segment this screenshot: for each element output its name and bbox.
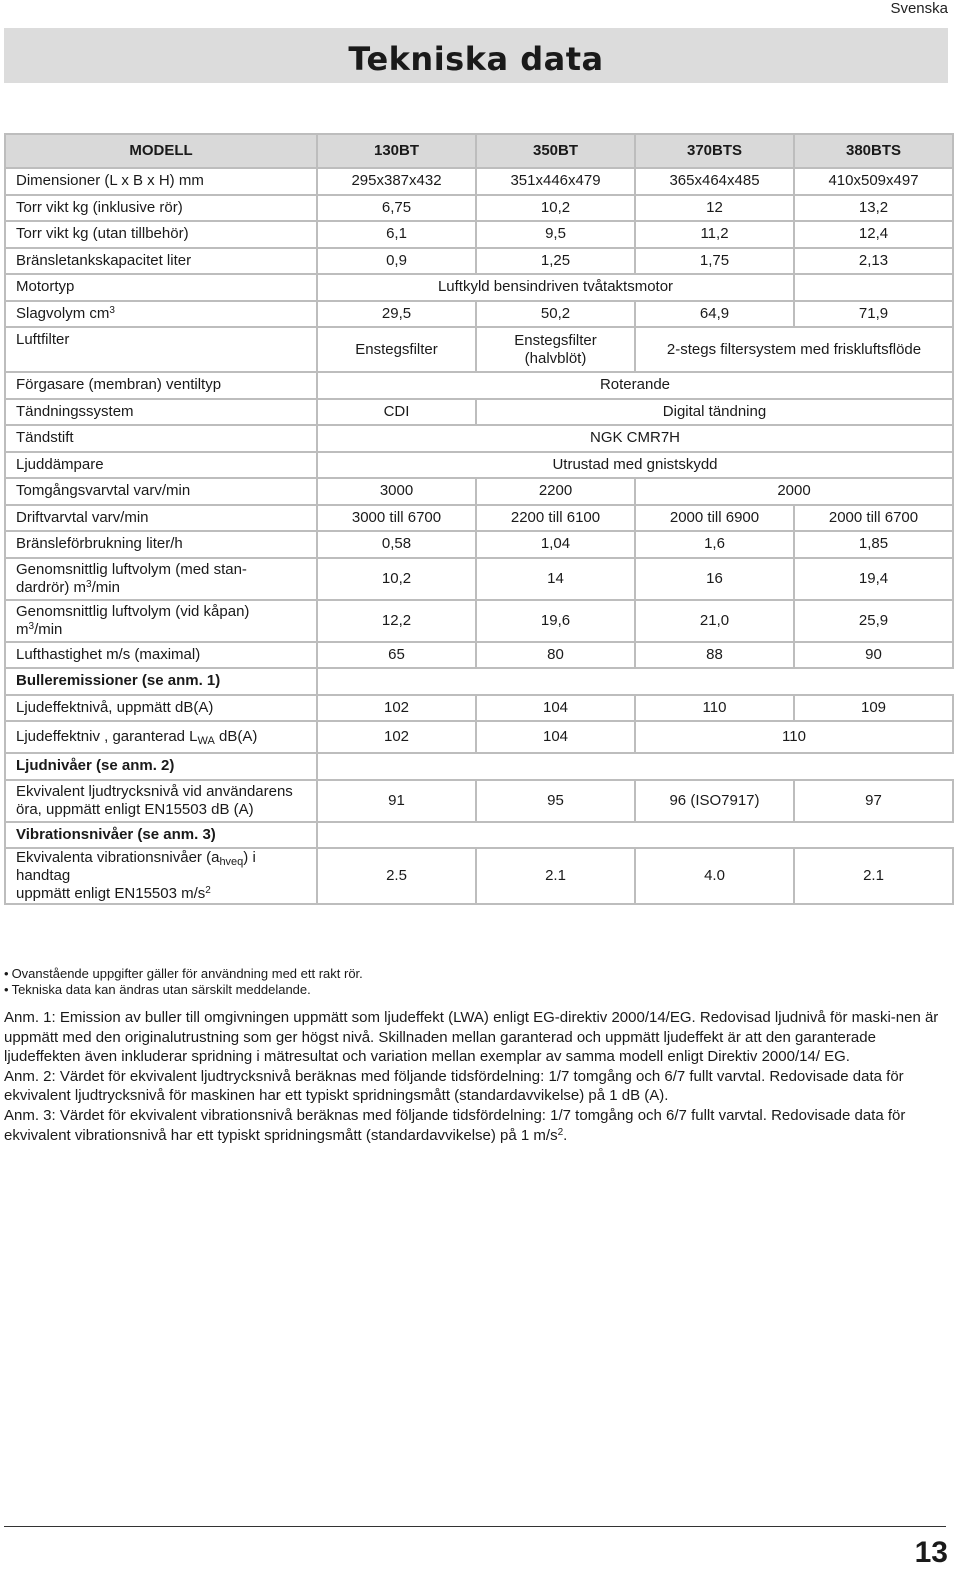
cell: 88 (635, 642, 794, 669)
cell: 109 (794, 695, 953, 722)
cell: 12,2 (317, 600, 476, 642)
table-row (5, 642, 953, 669)
anm-1: Anm. 1: Emission av buller till omgivningen uppmätt som ljudeffekt (LWA) enligt EG-direktiv 2000/14/EG. Redovisad ljudnivå för maski-nen är uppmätt med den originalutrustning som ger högst nivå. Skillnaden mellan garanterad och uppmätt ljudeffekt är att den garanterade ljudeffekten även inkluderar spridning i mätresultat och variation mellan exemplar av samma modell enligt Direktiv 2000/14/ EG. (4, 1009, 939, 1066)
cell: 2200 till 6100 (476, 505, 635, 532)
row-label: Ljudeffektnivå, uppmätt dB(A) (5, 695, 317, 722)
table-row (5, 425, 953, 452)
cell: 351x446x479 (476, 168, 635, 195)
cell: 19,6 (476, 600, 635, 642)
cell: 2.1 (794, 848, 953, 904)
table-row (5, 780, 953, 822)
table-row (5, 531, 953, 558)
cell: 2,13 (794, 248, 953, 275)
row-label: Tändningssystem (5, 399, 317, 426)
cell: 90 (794, 642, 953, 669)
page-title: Tekniska data (348, 40, 604, 78)
cell: 2.5 (317, 848, 476, 904)
row-label: Ljudeffektniv , garanterad $L_{WA}$ dB(A) (5, 721, 317, 753)
cell: 2-stegs filtersystem med friskluftsflöde (635, 327, 953, 372)
row-label: Ekvivalent ljudtrycksnivå vid användarens öra, uppmätt enligt EN15503 dB (A) (5, 780, 317, 822)
cell: 1,04 (476, 531, 635, 558)
cell (317, 668, 953, 695)
cell: 25,9 (794, 600, 953, 642)
row-label: Tomgångsvarvtal varv/min (5, 478, 317, 505)
cell: 50,2 (476, 301, 635, 328)
cell: CDI (317, 399, 476, 426)
table-row (5, 274, 953, 301)
table-row (5, 248, 953, 275)
cell: 71,9 (794, 301, 953, 328)
row-label: Bränsleförbrukning liter/h (5, 531, 317, 558)
cell: 3000 (317, 478, 476, 505)
cell: 12 (635, 195, 794, 222)
cell: Enstegsfilter (halvblöt) (476, 327, 635, 372)
row-label: Torr vikt kg (inklusive rör) (5, 195, 317, 222)
anm-2: Anm. 2: Värdet för ekvivalent ljudtrycksnivå beräknas med följande tidsfördelning: 1/7 tomgång och 6/7 fullt varvtal. Redovisade data för ekvivalent ljudtrycksnivå för maskinen har ett typiskt spridningsmått (standardavvikelse) på 1 dB (A). (4, 1067, 904, 1105)
cell: 0,58 (317, 531, 476, 558)
table-row (5, 478, 953, 505)
cell: 10,2 (476, 195, 635, 222)
cell: 1,6 (635, 531, 794, 558)
header-370bts: 370BTS (635, 134, 794, 168)
cell: Digital tändning (476, 399, 953, 426)
cell: 6,1 (317, 221, 476, 248)
cell: 2.1 (476, 848, 635, 904)
cell: 65 (317, 642, 476, 669)
note-item: • Tekniska data kan ändras utan särskilt meddelande. (4, 982, 944, 998)
cell: 1,25 (476, 248, 635, 275)
row-label: Torr vikt kg (utan tillbehör) (5, 221, 317, 248)
cell: 2200 (476, 478, 635, 505)
cell: 2000 till 6900 (635, 505, 794, 532)
row-label: Bränsletankskapacitet liter (5, 248, 317, 275)
table-row (5, 301, 953, 328)
annotations (4, 1008, 944, 1145)
cell: 104 (476, 721, 635, 753)
cell (317, 822, 953, 849)
section-heading-buller: Bulleremissioner (se anm. 1) (5, 668, 317, 695)
row-label: Förgasare (membran) ventiltyp (5, 372, 317, 399)
table-row (5, 695, 953, 722)
header-380bts: 380BTS (794, 134, 953, 168)
section-row (5, 668, 953, 695)
cell: 14 (476, 558, 635, 600)
row-label: Slagvolym $cm^3$ (5, 301, 317, 328)
table-row (5, 168, 953, 195)
spec-table (4, 133, 954, 905)
cell (317, 753, 953, 780)
cell: 95 (476, 780, 635, 822)
cell: 110 (635, 721, 953, 753)
table-row (5, 399, 953, 426)
row-label: Genomsnittlig luftvolym (vid kåpan) $m^3/\min$ (5, 600, 317, 642)
cell: 3000 till 6700 (317, 505, 476, 532)
language-label: Svenska (890, 0, 948, 17)
row-label: Driftvarvtal varv/min (5, 505, 317, 532)
cell: 295x387x432 (317, 168, 476, 195)
table-row (5, 558, 953, 600)
table-row (5, 221, 953, 248)
section-row (5, 753, 953, 780)
row-label: Lufthastighet m/s (maximal) (5, 642, 317, 669)
cell: 11,2 (635, 221, 794, 248)
table-row (5, 600, 953, 642)
cell: 410x509x497 (794, 168, 953, 195)
cell: NGK CMR7H (317, 425, 953, 452)
cell: 13,2 (794, 195, 953, 222)
cell: 110 (635, 695, 794, 722)
section-heading-ljudniva: Ljudnivåer (se anm. 2) (5, 753, 317, 780)
row-label: Genomsnittlig luftvolym (med stan- dardrör) $m^3/\min$ (5, 558, 317, 600)
cell: Enstegsfilter (317, 327, 476, 372)
cell: 1,75 (635, 248, 794, 275)
footer-divider (4, 1526, 946, 1527)
table-row (5, 452, 953, 479)
row-label: Ekvivalenta vibrationsnivåer $(a_{hveq})$ i handtag uppmätt enligt EN15503 $m/s^2$ (5, 848, 317, 904)
cell: 91 (317, 780, 476, 822)
row-label: Ljuddämpare (5, 452, 317, 479)
cell: 21,0 (635, 600, 794, 642)
row-label: Dimensioner (L x B x H) mm (5, 168, 317, 195)
header-model: MODELL (5, 134, 317, 168)
note-item: • Ovanstående uppgifter gäller för användning med ett rakt rör. (4, 966, 944, 982)
row-label: Tändstift (5, 425, 317, 452)
cell: Luftkyld bensindriven tvåtaktsmotor (317, 274, 794, 301)
cell: 80 (476, 642, 635, 669)
section-heading-vibration: Vibrationsnivåer (se anm. 3) (5, 822, 317, 849)
cell (794, 274, 953, 301)
notes-list (4, 966, 944, 998)
table-row (5, 372, 953, 399)
cell: Roterande (317, 372, 953, 399)
cell: 12,4 (794, 221, 953, 248)
cell: 96 (ISO7917) (635, 780, 794, 822)
cell: 2000 (635, 478, 953, 505)
cell: 6,75 (317, 195, 476, 222)
table-row (5, 721, 953, 753)
cell: Utrustad med gnistskydd (317, 452, 953, 479)
table-row (5, 848, 953, 904)
table-row (5, 327, 953, 372)
section-row (5, 822, 953, 849)
cell: 97 (794, 780, 953, 822)
cell: 4.0 (635, 848, 794, 904)
cell: 102 (317, 721, 476, 753)
header-130bt: 130BT (317, 134, 476, 168)
cell: 9,5 (476, 221, 635, 248)
cell: 10,2 (317, 558, 476, 600)
cell: 64,9 (635, 301, 794, 328)
anm-3: Anm. 3: Värdet för ekvivalent vibrationsnivå beräknas med följande tidsfördelning: 1/7 tomgång och 6/7 fullt varvtal. Redovisade data för ekvivalent vibrationsnivå har ett typiskt spridningsmått (standardavvikelse) på 1 $m/s^2$. (4, 1106, 906, 1144)
cell: 29,5 (317, 301, 476, 328)
table-row (5, 195, 953, 222)
cell: 2000 till 6700 (794, 505, 953, 532)
table-header-row (5, 134, 953, 168)
table-row (5, 505, 953, 532)
cell: 104 (476, 695, 635, 722)
cell: 16 (635, 558, 794, 600)
cell: 19,4 (794, 558, 953, 600)
row-label: Motortyp (5, 274, 317, 301)
cell: 102 (317, 695, 476, 722)
row-label: Luftfilter (5, 327, 317, 372)
header-350bt: 350BT (476, 134, 635, 168)
page-number: 13 (914, 1536, 948, 1569)
cell: 365x464x485 (635, 168, 794, 195)
cell: 0,9 (317, 248, 476, 275)
cell: 1,85 (794, 531, 953, 558)
